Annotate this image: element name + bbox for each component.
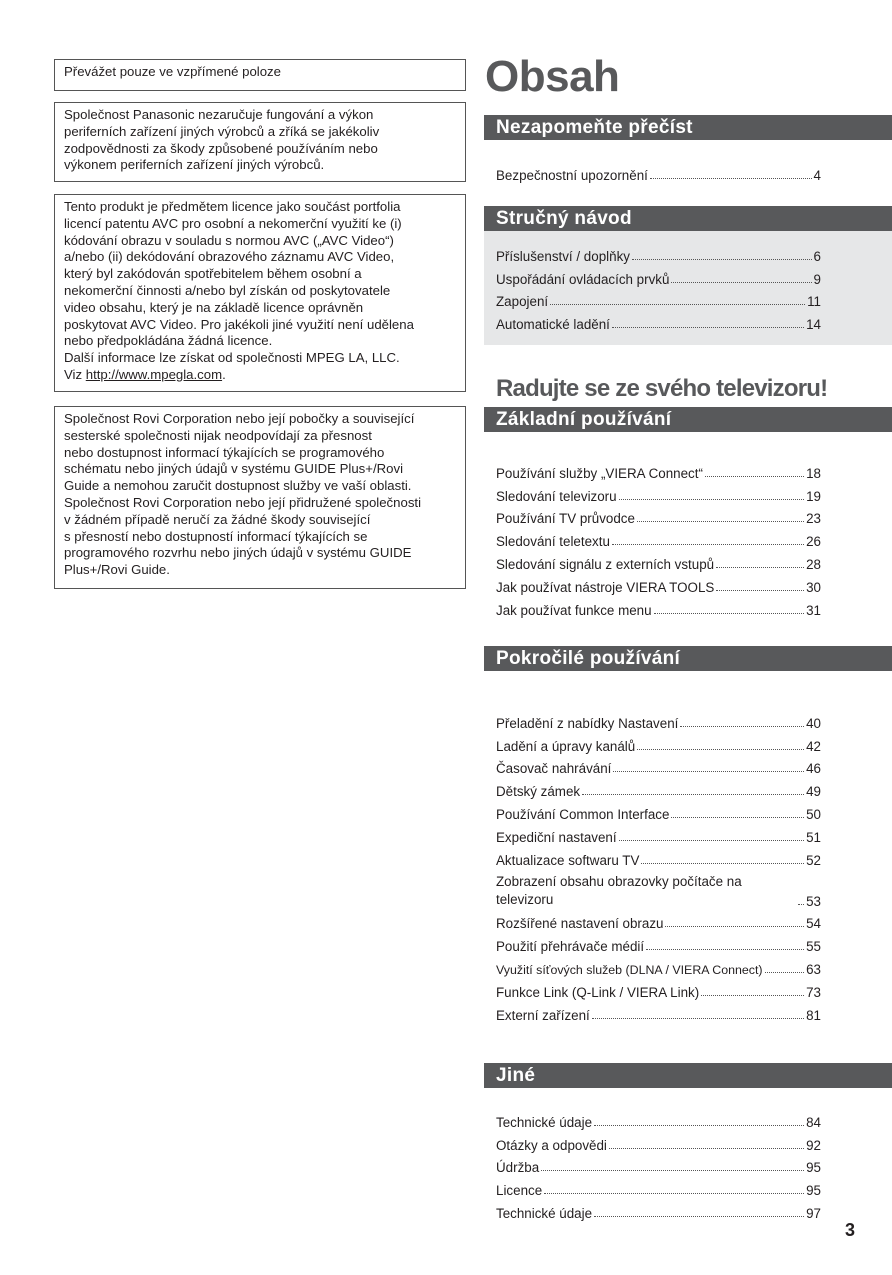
text-line: nebo předpokládána žádná licence.	[64, 333, 273, 349]
toc-page-number: 46	[806, 761, 821, 777]
toc-entry[interactable]	[496, 595, 821, 618]
toc-page-number: 31	[806, 602, 821, 618]
toc-entry-label: Použití přehrávače médií	[496, 939, 645, 955]
toc-entry-label: Přeladění z nabídky Nastavení	[496, 715, 679, 731]
toc-entry-label: Rozšířené nastavení obrazu	[496, 916, 664, 932]
toc-entry[interactable]	[496, 309, 821, 332]
text-line: video obsahu, který je na základě licence oprávněn	[64, 299, 364, 315]
dot-leader	[680, 726, 804, 727]
text-line: Společnost Rovi Corporation nebo její pobočky a související	[64, 411, 415, 426]
toc-entry-label: Technické údaje	[496, 1205, 593, 1221]
toc-entry[interactable]	[496, 731, 821, 754]
toc-entry[interactable]	[496, 1107, 821, 1130]
toc-page-number: 40	[806, 715, 821, 731]
toc-entry[interactable]	[496, 504, 821, 527]
toc-page-number: 42	[806, 738, 821, 754]
toc-entry[interactable]	[496, 458, 821, 481]
notice-avc-license	[54, 194, 466, 392]
toc-page-number: 54	[806, 916, 821, 932]
dot-leader	[646, 949, 804, 950]
toc-entry-label: Otázky a odpovědi	[496, 1137, 607, 1153]
dot-leader	[641, 863, 804, 864]
toc-entry-label: Zapojení	[496, 294, 549, 310]
text-line: a/nebo (ii) dekódování obrazového záznamu AVC Video,	[64, 249, 395, 265]
dot-leader	[671, 282, 811, 283]
dot-leader	[650, 178, 812, 179]
text-line: který byl zakódován spotřebitelem během osobní a	[64, 266, 362, 282]
toc-page-number: 73	[806, 984, 821, 1000]
toc-entry[interactable]	[496, 708, 821, 731]
toc-entry-label: Technické údaje	[496, 1114, 593, 1130]
page-title: Obsah	[485, 52, 620, 101]
toc-page-number: 23	[806, 511, 821, 527]
toc-page-number: 52	[806, 852, 821, 868]
text-line: kódování obrazu v souladu s normou AVC („AVC Video“)	[64, 232, 394, 248]
toc-entry-label: Externí zařízení	[496, 1007, 590, 1023]
toc-entry-label: Používání TV průvodce	[496, 511, 635, 527]
dot-leader	[654, 613, 805, 614]
toc-page-number: 49	[806, 784, 821, 800]
notice-rovi	[54, 406, 466, 589]
toc-page-number: 92	[806, 1137, 821, 1153]
toc-entry[interactable]	[496, 264, 821, 287]
text-line: Společnost Panasonic nezaručuje fungování a výkon	[64, 107, 374, 122]
toc-page-number: 26	[806, 534, 821, 550]
mpegla-link[interactable]: http://www.mpegla.com	[85, 366, 223, 382]
toc-entry-label: Používání Common Interface	[496, 806, 670, 822]
toc-page-number: 14	[806, 317, 821, 333]
toc-entry[interactable]	[496, 909, 821, 932]
toc-entry-label: Jak používat funkce menu	[496, 602, 652, 618]
dot-leader	[637, 749, 804, 750]
toc-entry-label: Sledování signálu z externích vstupů	[496, 556, 715, 572]
toc-entry[interactable]	[496, 776, 821, 799]
toc-entry-label: Využití síťových služeb (DLNA / VIERA Connect)	[496, 962, 763, 977]
toc-page-number: 95	[806, 1160, 821, 1176]
text-line: schématu nebo jiných údajů v systému GUIDE Plus+/Rovi	[64, 461, 403, 477]
text-line: Další informace lze získat od společnosti MPEG LA, LLC.	[64, 350, 400, 366]
toc-entry[interactable]	[496, 868, 821, 909]
section-heading: Pokročilé používání	[484, 646, 892, 671]
toc-entry[interactable]	[496, 526, 821, 549]
toc-entry-label: Údržba	[496, 1160, 540, 1176]
section-group-title: Radujte se ze svého televizoru!	[496, 375, 828, 402]
toc-entry-label: Automatické ladění	[496, 317, 610, 333]
section-heading: Stručný návod	[484, 206, 892, 231]
dot-leader	[716, 590, 804, 591]
dot-leader	[612, 544, 804, 545]
dot-leader	[550, 304, 805, 305]
toc-entry-label: Časovač nahrávání	[496, 761, 612, 777]
text-line: nekomerční činnosti a/nebo byl získán od poskytovatele	[64, 282, 391, 298]
toc-page-number: 30	[806, 579, 821, 595]
toc-entry-label: Bezpečnostní upozornění	[496, 167, 648, 183]
toc-entry[interactable]	[496, 799, 821, 822]
section-heading: Nezapomeňte přečíst	[484, 115, 892, 140]
toc-entry-label: Aktualizace softwaru TV	[496, 852, 640, 868]
toc-entry[interactable]	[496, 845, 821, 868]
toc-page-number: 97	[806, 1205, 821, 1221]
toc-page-number: 18	[806, 465, 821, 481]
dot-leader	[544, 1193, 804, 1194]
toc-page-number: 6	[813, 248, 821, 264]
toc-entry[interactable]	[496, 977, 821, 1000]
text-line: výkonem periferních zařízení jiných výrobců.	[64, 157, 325, 173]
section-heading: Základní používání	[484, 407, 892, 432]
text-line: periferních zařízení jiných výrobců a zříká se jakékoliv	[64, 123, 380, 139]
dot-leader	[632, 259, 812, 260]
toc-page-number: 95	[806, 1183, 821, 1199]
toc-entry[interactable]	[496, 1000, 821, 1023]
toc-entry-label: Uspořádání ovládacích prvků	[496, 271, 670, 287]
toc-entry[interactable]	[496, 1175, 821, 1198]
dot-leader	[798, 904, 804, 905]
toc-list	[496, 1107, 821, 1221]
dot-leader	[612, 327, 804, 328]
toc-list	[496, 241, 821, 332]
period: .	[222, 366, 226, 382]
text-line: sesterské společnosti nijak neodpovídají za přesnost	[64, 427, 372, 443]
page-number: 3	[845, 1220, 856, 1240]
notice-transport	[54, 59, 466, 91]
toc-page-number: 84	[806, 1114, 821, 1130]
dot-leader	[594, 1125, 804, 1126]
toc-entry[interactable]	[496, 160, 821, 183]
toc-entry[interactable]	[496, 241, 821, 264]
dot-leader	[619, 840, 804, 841]
section-heading: Jiné	[484, 1063, 892, 1088]
toc-entry-label: Expediční nastavení	[496, 829, 617, 845]
toc-page-number: 53	[806, 893, 821, 909]
text-line: poskytovat AVC Video. Pro jakékoli jiné využití není udělena	[64, 316, 414, 332]
toc-entry[interactable]	[496, 549, 821, 572]
toc-entry[interactable]	[496, 931, 821, 954]
toc-page-number: 19	[806, 488, 821, 504]
text-line: Tento produkt je předmětem licence jako součást portfolia	[64, 199, 401, 214]
toc-list	[496, 708, 821, 1023]
text-line: licencí patentu AVC pro osobní a nekomerční využití ke (i)	[64, 215, 402, 231]
dot-leader	[619, 499, 805, 500]
toc-list	[496, 458, 821, 618]
toc-entry[interactable]	[496, 822, 821, 845]
dot-leader	[592, 1018, 804, 1019]
toc-entry-label: Dětský zámek	[496, 784, 581, 800]
dot-leader	[613, 771, 804, 772]
dot-leader	[594, 1216, 804, 1217]
text-line: Guide a nemohou zaručit dostupnost služby ve vaší oblasti.	[64, 478, 412, 494]
toc-entry[interactable]	[496, 754, 821, 777]
dot-leader	[637, 521, 804, 522]
toc-entry-label: Zobrazení obsahu obrazovky počítače na televizoru	[496, 873, 742, 907]
toc-entry[interactable]	[496, 287, 821, 310]
dot-leader	[765, 972, 805, 973]
toc-page-number: 11	[807, 294, 821, 310]
dot-leader	[716, 567, 804, 568]
toc-entry[interactable]	[496, 1130, 821, 1153]
toc-page-number: 81	[806, 1007, 821, 1023]
toc-entry[interactable]	[496, 1153, 821, 1176]
toc-entry-label: Licence	[496, 1183, 543, 1199]
text-line: zodpovědnosti za škody způsobené používáním nebo	[64, 140, 378, 156]
toc-page-number: 4	[813, 167, 821, 183]
text-line: Plus+/Rovi Guide.	[64, 562, 170, 578]
toc-entry[interactable]	[496, 481, 821, 504]
text-line: Převážet pouze ve vzpřímené poloze	[64, 64, 281, 79]
toc-entry[interactable]	[496, 954, 821, 977]
dot-leader	[705, 476, 804, 477]
mpegla-line	[64, 367, 456, 384]
toc-entry-label: Používání služby „VIERA Connect“	[496, 465, 703, 481]
toc-page-number: 51	[806, 829, 821, 845]
text-line: nebo dostupnost informací týkajících se programového	[64, 444, 385, 460]
toc-page-number: 50	[806, 806, 821, 822]
text-line: programového rozvrhu nebo jiných údajů v systému GUIDE	[64, 545, 412, 561]
text-line: s přesností nebo dostupností informací týkajících se	[64, 528, 368, 544]
toc-entry-label: Sledování teletextu	[496, 534, 610, 550]
viz-text: Viz	[64, 366, 86, 382]
toc-entry-label: Jak používat nástroje VIERA TOOLS	[496, 579, 715, 595]
toc-entry-label: Sledování televizoru	[496, 488, 617, 504]
toc-entry-label: Funkce Link (Q-Link / VIERA Link)	[496, 984, 700, 1000]
toc-entry-label: Ladění a úpravy kanálů	[496, 738, 636, 754]
notice-peripherals	[54, 102, 466, 182]
text-line: v žádném případě neručí za žádné škody související	[64, 511, 371, 527]
dot-leader	[582, 794, 804, 795]
toc-entry-label: Příslušenství / doplňky	[496, 248, 630, 264]
toc-entry[interactable]	[496, 1198, 821, 1221]
toc-page-number: 9	[813, 271, 821, 287]
toc-page-number: 28	[806, 556, 821, 572]
dot-leader	[665, 926, 804, 927]
toc-list	[496, 160, 821, 183]
toc-page-number: 55	[806, 939, 821, 955]
toc-entry[interactable]	[496, 572, 821, 595]
toc-page-number: 63	[806, 961, 821, 977]
text-line: Společnost Rovi Corporation nebo její přidružené společnosti	[64, 494, 422, 510]
dot-leader	[609, 1148, 804, 1149]
dot-leader	[541, 1170, 804, 1171]
dot-leader	[701, 995, 804, 996]
dot-leader	[671, 817, 804, 818]
